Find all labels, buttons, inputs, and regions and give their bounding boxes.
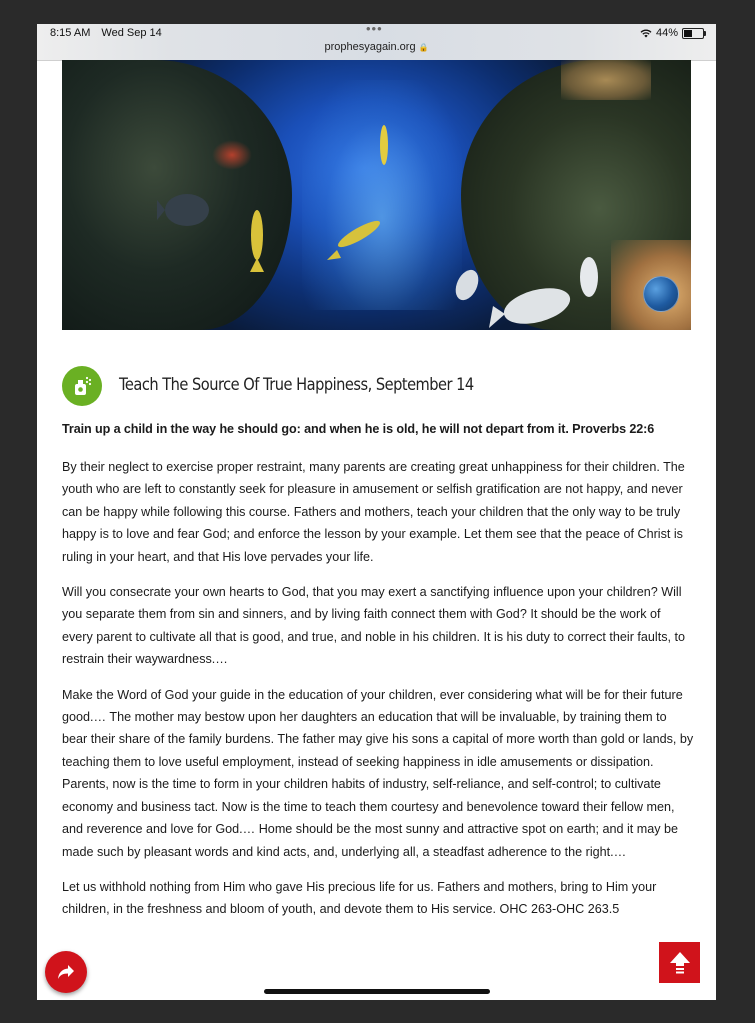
fish-white-3: [574, 252, 604, 302]
browser-window: [37, 24, 716, 1000]
fish-dark: [157, 185, 217, 235]
hero-light-beam: [302, 80, 462, 310]
fish-yellow-2: [327, 210, 387, 265]
article-header: [62, 366, 691, 406]
hero-image-underwater-reef: [62, 60, 691, 330]
fish-white-1: [447, 265, 487, 305]
url-text: prophesyagain.org: [324, 41, 416, 53]
globe-logo-icon: [643, 276, 679, 312]
share-button[interactable]: [45, 951, 87, 993]
wifi-icon: [640, 28, 652, 38]
article-body: [62, 419, 694, 934]
article-title: Teach The Source Of True Happiness, September 14: [119, 375, 474, 395]
status-bar: [37, 24, 716, 61]
fish-white-2: [487, 280, 577, 330]
paragraph-3: Make the Word of God your guide in the education of your children, ever considering what will be for their future good.… The mother may bestow upon her daughters an education that will be invaluable, by training them to bear their share of the family burdens. The father may give his sons a capital of more worth than gold or lands, by teaching them to love useful employment, instead of seeking happiness in idle amusements or dissipation. Parents, now is the time to form in your children habits of industry, self-reliance, and self-control; to cultivate economy and business tact. Now is the time to teach them courtesy and benevolence toward their fellow men, and reverence and love for God.… Home should be the most sunny and attractive spot on earth; and it may be made such by pleasant words and kind acts, and, underlying all, a steadfast adherence to the right.…: [62, 687, 694, 859]
status-time-date: [50, 27, 162, 39]
fish-yellow-3: [374, 120, 394, 175]
home-indicator[interactable]: [264, 989, 490, 994]
scroll-to-top-button[interactable]: [659, 942, 700, 983]
status-date: Wed Sep 14: [101, 27, 162, 39]
lock-icon: 🔒: [418, 43, 429, 52]
perfume-bottle-icon: [62, 366, 102, 406]
bible-verse: Train up a child in the way he should go: and when he is old, he will not depart from it. Proverbs 22:6: [62, 422, 655, 436]
battery-icon: [682, 28, 704, 39]
hero-reef-top: [561, 60, 651, 100]
battery-fill: [684, 30, 692, 37]
paragraph-1: By their neglect to exercise proper restraint, many parents are creating great unhappiness for their children. The youth who are left to constantly seek for pleasure in amusement or selfish gratification are not happy, and never can be happy while following this course. Fathers and mothers, teach your children that the only way to be truly happy is to love and fear God; and enforce the lesson by your example. Let them see that the peace of Christ is ruling in your heart, and that His love pervades your life.: [62, 460, 685, 564]
multitasking-dots[interactable]: •••: [366, 24, 383, 36]
paragraph-2: Will you consecrate your own hearts to God, that you may exert a sanctifying influence upon your children? Will you separate them from sin and sinners, and by living faith connect them with God? It should be the work of every parent to cultivate all that is good, and true, and noble in his children. It is his duty to correct their faults, to restrain their waywardness.…: [62, 585, 686, 667]
fish-yellow-1: [242, 200, 272, 275]
hero-coral: [212, 140, 252, 170]
battery-percent: 44%: [655, 27, 678, 39]
address-bar[interactable]: [37, 41, 716, 53]
perfume-bottle-glyph-icon: [71, 375, 93, 397]
arrow-up-icon: [669, 951, 691, 975]
status-time: 8:15 AM: [50, 27, 91, 39]
status-indicators: [640, 27, 704, 39]
paragraph-4: Let us withhold nothing from Him who gave His precious life for us. Fathers and mothers, bring to Him your children, in the freshness and bloom of youth, and devote them to His service. OHC 263-OHC 263.5: [62, 879, 657, 917]
share-arrow-icon: [57, 964, 75, 980]
